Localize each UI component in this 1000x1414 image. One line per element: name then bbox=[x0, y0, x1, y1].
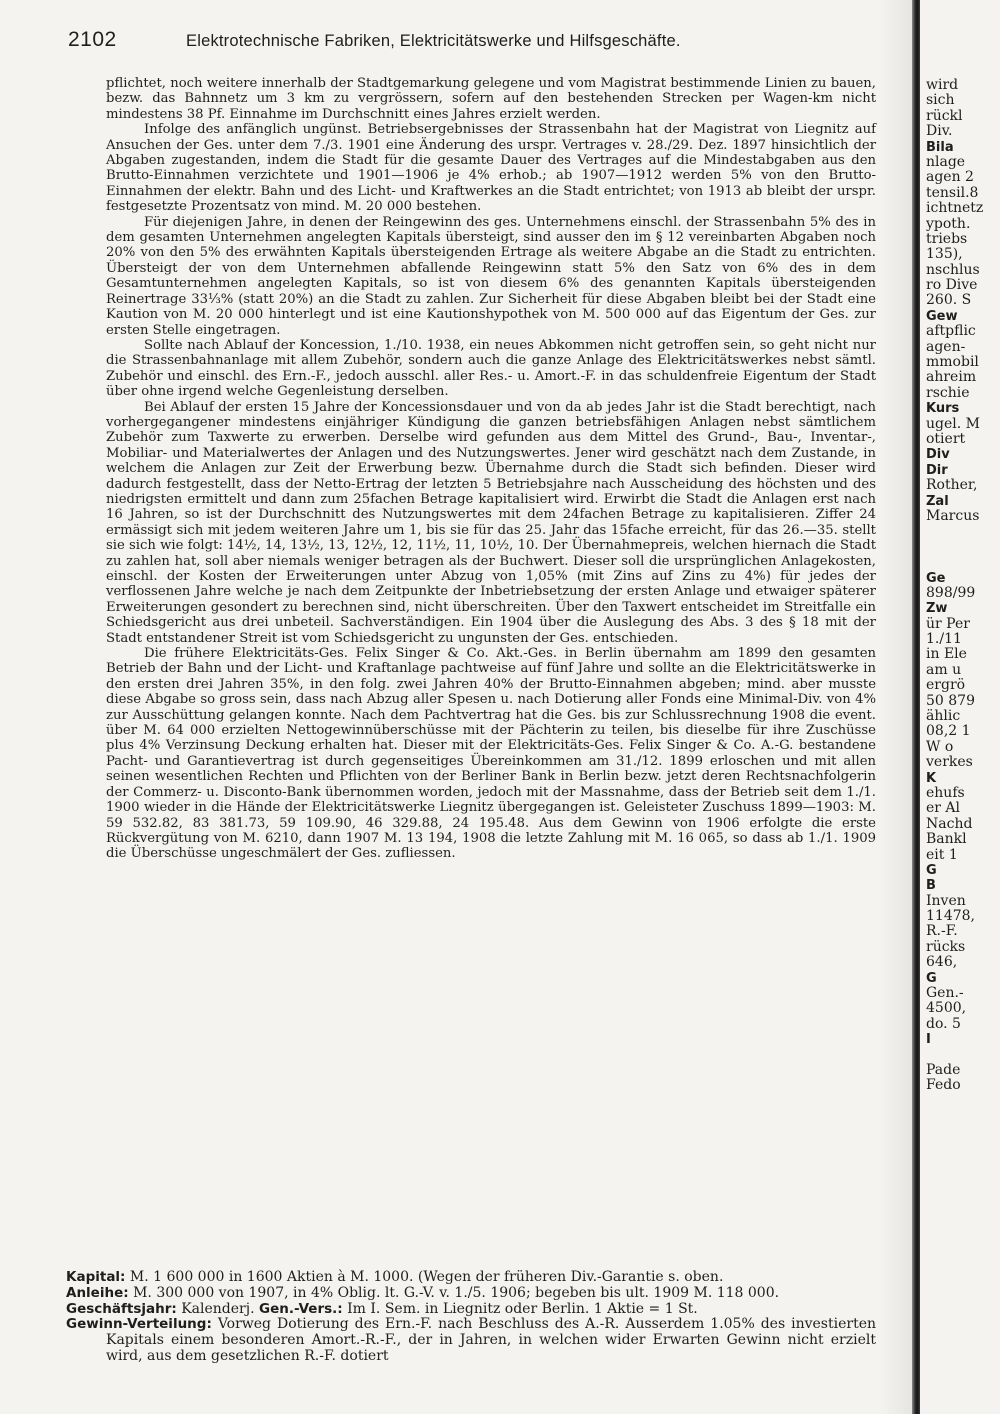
next-page-fragment: ahreim bbox=[926, 369, 977, 386]
next-page-fragment bbox=[926, 1048, 1000, 1063]
next-page-fragment bbox=[926, 524, 1000, 539]
next-page-fragment: I bbox=[926, 1032, 931, 1048]
next-page-fragment: 4500, bbox=[926, 1000, 967, 1017]
next-page-fragment: Bankl bbox=[926, 831, 967, 848]
next-page-fragment: ro Dive bbox=[926, 277, 978, 294]
next-page-fragment: rückl bbox=[926, 107, 963, 124]
next-page-fragment: 50 879 bbox=[926, 692, 975, 709]
paragraph: Sollte nach Ablauf der Koncession, 1./10. 1938, ein neues Abkommen nicht getroffen sein, so geht nicht nur die Strassenbahnanlage mit allem Zubehör, sondern auch die ganze Anlage des Elektricitätswerkes nebst sämtl. Zubehör und einschl. des Ern.-F., jedoch ausschl. aller Res.- u. Amort.-F. in das schuldenfreie Eigentum der Stadt über ohne irgend welche Gegenleistung derselben. bbox=[106, 337, 876, 400]
next-page-fragment: otiert bbox=[926, 430, 966, 447]
paragraph: Die frühere Elektricitäts-Ges. Felix Singer & Co. Akt.-Ges. in Berlin übernahm am 1899 den gesamten Betrieb der Bahn und der Licht- und Kraftanlage pachtweise auf fünf Jahre und sollte an die Elektricitätswerke in den ersten drei Jahren 35%, in den folg. zwei Jahren 40% der Brutto-Einnahmen abgeben; mind. aber musste diese Abgabe so gross sein, dass nach Abzug aller Spesen u. nach Dotierung aller Fonds eine Minimal-Div. von 4% zur Ausschüttung gelangen konnte. Nach dem Pachtvertrag hat die Ges. bis zur Schlussrechnung 1908 die event. über M. 64 000 erzielten Nettogewinnüberschüsse mit der Pächterin zu teilen, bis dieselbe für ihre Zuschüsse plus 4% Verzinsung Deckung erhalten hat. Dieser mit der Elektricitäts-Ges. Felix Singer & Co. A.-G. bestandene Pacht- und Garantievertrag ist durch gegenseitiges Übereinkommen am 31./12. 1899 erloschen und mit allen seinen wesentlichen Rechten und Pflichten von der Berliner Bank in Berlin bezw. jetzt deren Rechtsnachfolgerin der Commerz- u. Disconto-Bank übernommen worden, jedoch mit der Massnahme, dass der Betrieb seit dem 1./1. 1900 wieder in die Hände der Elektricitätswerke Liegnitz übergegangen ist. Geleisteter Zuschuss 1899—1903: M. 59 532.82, 83 381.73, 59 109.90, 46 329.88, 24 195.48. Aus dem Gewinn von 1906 erfolgte die erste Rückvergütung von M. 6210, dann 1907 M. 13 194, 1908 die letzte Zahlung mit M. 16 065, so dass ab 1./1. 1909 die Überschüsse ungeschmälert der Ges. zufliessen. bbox=[106, 646, 876, 862]
next-page-fragment: W o bbox=[926, 738, 954, 755]
page-number: 2102 bbox=[68, 28, 117, 51]
book-gutter bbox=[912, 0, 920, 1414]
next-page-fragment: 08,2 1 bbox=[926, 723, 971, 740]
next-page-fragment: am u bbox=[926, 661, 962, 678]
next-page-fragment: 898/99 bbox=[926, 584, 976, 601]
entry-label: Geschäftsjahr: bbox=[66, 1300, 177, 1317]
next-page-fragment: ergrö bbox=[926, 677, 966, 694]
entry-label: Anleihe: bbox=[66, 1284, 129, 1301]
entry-anleihe bbox=[66, 1286, 876, 1302]
next-page-fragment: rücks bbox=[926, 938, 966, 955]
page-edge-shadow bbox=[880, 0, 912, 1414]
entry-kapital bbox=[66, 1270, 876, 1286]
next-page-fragment: 135), bbox=[926, 246, 963, 263]
next-page-fragment: Marcus bbox=[926, 507, 980, 524]
next-page-fragment: 1./11 bbox=[926, 631, 962, 648]
next-page-fragment: tensil.8 bbox=[926, 184, 979, 201]
entry-label: Kapital: bbox=[66, 1269, 126, 1285]
next-page-fragment: Fedo bbox=[926, 1077, 961, 1094]
next-page-fragment: Pade bbox=[926, 1062, 961, 1078]
paragraph: Für diejenigen Jahre, in denen der Reingewinn des ges. Unternehmens einschl. der Strassenbahn 5% des in dem gesamten Unternehmen angelegten Kapitals übersteigt, sind ausser den im § 12 vereinbarten Abgaben noch 20% von den 5% des erwähnten Kapitals übersteigenden Ertrage als weitere Abgabe an die Stadt zu entrichten. Übersteigt der von dem Unternehmen abfallende Reingewinn statt 5% den Satz von 6% des in dem Gesamtunternehmen angelegten Kapitals, so ist von diesem 6% des genannten Kapitals übersteigenden Reinertrage 33⅓% (statt 20%) an die Stadt zu zahlen. Zur Sicherheit für diese Abgaben bleibt bei der Stadt eine Kaution von M. 20 000 hinterlegt und ist eine Kautionshypothek von M. 500 000 auf das Eigentum der Ges. zur ersten Stelle eingetragen. bbox=[106, 214, 876, 338]
next-page-fragment: agen 2 bbox=[926, 169, 974, 186]
next-page-fragment: nlage bbox=[926, 153, 966, 170]
next-page-fragment: ählic bbox=[926, 708, 961, 725]
next-page-fragment: Zw bbox=[926, 601, 948, 617]
next-page-fragment: 11478, bbox=[926, 908, 975, 925]
next-page-fragment: Inven bbox=[926, 892, 966, 909]
company-facts bbox=[66, 1270, 876, 1365]
next-page-fragment: Kurs bbox=[926, 401, 960, 417]
next-page-fragment: Gen.- bbox=[926, 985, 964, 1002]
next-page-fragment: 260. S bbox=[926, 292, 972, 309]
next-page-fragment: Div bbox=[926, 447, 950, 463]
next-page-fragment: wird bbox=[926, 78, 959, 93]
next-page-fragment: 646, bbox=[926, 954, 958, 971]
paragraph: pflichtet, noch weitere innerhalb der Stadtgemarkung gelegene und vom Magistrat bestimmende Linien zu bauen, bezw. das Bahnnetz um 3 km zu vergrössern, sofern auf den bestehenden Strecken per Wagen-km nicht mindestens 38 Pf. Einnahme im Durchschnitt eines Jahres erzielt werden. bbox=[106, 76, 876, 122]
paragraph: Bei Ablauf der ersten 15 Jahre der Koncessionsdauer und von da ab jedes Jahr ist die Stadt berechtigt, nach vorhergegangener mindestens einjähriger Kündigung die ganzen betriebsfähigen Anlagen nebst sämtlichem Zubehör zum Taxwerte zu erwerben. Derselbe wird gefunden aus dem Mittel des Grund-, Bau-, Inventar-, Mobiliar- und Materialwertes der Anlagen und des Nutzungswertes. Jener wird geschätzt nach dem Zustande, in welchem die Anlagen zur Zeit der Erwerbung bezw. Übernahme durch die Stadt sich befinden. Dieser wird dadurch festgestellt, dass der Netto-Ertrag der letzten 5 Betriebsjahre nach Ausscheidung des höchsten und des niedrigsten ermittelt und dann zum 25fachen Betrage kapitalisiert wird. Erwirbt die Stadt die Anlagen erst nach 16 Jahren, so ist der Durchschnitt des Nutzungswertes mit dem 24fachen Betrage zu kapitalisieren. Ziffer 24 ermässigt sich mit jedem weiteren Jahre um 1, bis sie für das 25. Jahr das 15fache erreicht, für das 26.—35. stellt sie sich wie folgt: 14½, 14, 13½, 13, 12½, 12, 11½, 11, 10½, 10. Der Übernahmepreis, welchen hiernach die Stadt zu zahlen hat, soll aber niemals weniger betragen als der Buchwert. Dieser soll die ursprünglichen Anlagekosten, einschl. der Kosten der Erweiterungen unter Abzug von 1,05% (mit Zins auf Zins zu 4%) für jedes der verflossenen Jahre welche je nach dem Zeitpunkte der Inbetriebsetzung der ersten Anlage und etwaiger späterer Erweiterungen gesondert zu berechnen sind, nicht überschreiten. Über den Taxwert entscheidet im Streitfalle ein Schiedsgericht aus drei unbeteil. Sachverständigen. Ein 1904 über die Auslegung des Abs. 3 des § 18 mit der Stadt entstandener Streit ist vom Schiedsgericht zu ungunsten der Ges. entschieden. bbox=[106, 399, 876, 646]
next-page-fragment: ypoth. bbox=[926, 215, 971, 232]
next-page-fragment bbox=[926, 555, 1000, 570]
next-page-fragment: nschlus bbox=[926, 261, 980, 278]
entry-text: M. 1 600 000 in 1600 Aktien à M. 1000. (Wegen der früheren Div.-Garantie s. oben. bbox=[129, 1269, 724, 1285]
next-page-fragment: ehufs bbox=[926, 784, 965, 801]
next-page-fragment: er Al bbox=[926, 800, 961, 817]
next-page-fragment: in Ele bbox=[926, 646, 967, 663]
entry-text-2: Im I. Sem. in Liegnitz oder Berlin. 1 Aktie = 1 St. bbox=[347, 1300, 698, 1317]
next-page-fragment: eit 1 bbox=[926, 846, 958, 863]
next-page-fragment: rschie bbox=[926, 384, 970, 401]
next-page-fragment: R.-F. bbox=[926, 923, 958, 940]
next-page-fragment: Rother, bbox=[926, 477, 978, 494]
entry-geschaeftsjahr bbox=[66, 1302, 876, 1318]
entry-text: Vorweg Dotierung des Ern.-F. nach Beschluss des A.-R. Ausserdem 1.05% des investierten Kapitals einem besonderen Amort.-R.-F., der in Jahren, in welchen wider Erwarten Gewinn nicht erzielt wird, aus dem gesetzlichen R.-F. dotiert bbox=[106, 1316, 876, 1364]
next-page-fragment: G bbox=[926, 862, 937, 878]
next-page-fragment: B bbox=[926, 878, 936, 894]
next-page-fragment: Dir bbox=[926, 462, 948, 478]
next-page-fragment: Ge bbox=[926, 570, 946, 586]
next-page-fragment: agen- bbox=[926, 338, 966, 355]
next-page-fragment: Bila bbox=[926, 139, 954, 155]
next-page-fragment: Gew bbox=[926, 308, 958, 324]
next-page-fragment: triebs bbox=[926, 230, 968, 247]
paragraph: Infolge des anfänglich ungünst. Betriebsergebnisses der Strassenbahn hat der Magistrat von Liegnitz auf Ansuchen der Ges. unter dem 7./3. 1901 eine Änderung des urspr. Vertrages v. 28./29. Dez. 1897 hinsichtlich der Abgaben zugestanden, indem die Stadt für die gesamte Dauer des Vertrages auf die Mindestabgaben aus den Brutto-Einnahmen verzichtete und 1901—1906 je 4% erhob.; ab 1907—1912 werden 5% von den Brutto-Einnahmen der elektr. Bahn und des Licht- und Kraftwerkes an die Stadt entrichtet; von 1913 ab bleibt der urspr. festgesetzte Prozentsatz von mind. M. 20 000 bestehen. bbox=[106, 122, 876, 215]
next-page-fragment: K bbox=[926, 770, 937, 786]
next-page-fragment: Nachd bbox=[926, 815, 973, 832]
next-page-fragment bbox=[926, 540, 1000, 555]
next-page-fragment: sich bbox=[926, 92, 955, 109]
next-page-fragment: mmobil bbox=[926, 354, 979, 371]
next-page-fragment: ichtnetz bbox=[926, 200, 984, 217]
entry-label: Gewinn-Verteilung: bbox=[66, 1316, 212, 1333]
entry-gewinn-verteilung bbox=[66, 1317, 876, 1364]
entry-text: Kalenderj. bbox=[181, 1300, 255, 1317]
next-page-fragment: do. 5 bbox=[926, 1015, 961, 1032]
main-column bbox=[106, 76, 876, 862]
entry-text: M. 300 000 von 1907, in 4% Oblig. lt. G.-V. v. 1./5. 1906; begeben bis ult. 1909 M. 118 000. bbox=[133, 1284, 780, 1301]
next-page-fragment: Div. bbox=[926, 123, 953, 140]
next-page-fragment: verkes bbox=[926, 754, 973, 771]
next-page-fragment: Zal bbox=[926, 493, 949, 509]
entry-label-2: Gen.-Vers.: bbox=[259, 1300, 343, 1317]
next-page-fragment: ür Per bbox=[926, 615, 970, 632]
next-page-fragment-column bbox=[926, 78, 1000, 1094]
running-title: Elektrotechnische Fabriken, Elektricitätswerke und Hilfsgeschäfte. bbox=[186, 32, 681, 50]
next-page-fragment: G bbox=[926, 970, 937, 986]
next-page-fragment: ugel. M bbox=[926, 415, 980, 432]
next-page-fragment: aftpflic bbox=[926, 323, 976, 340]
